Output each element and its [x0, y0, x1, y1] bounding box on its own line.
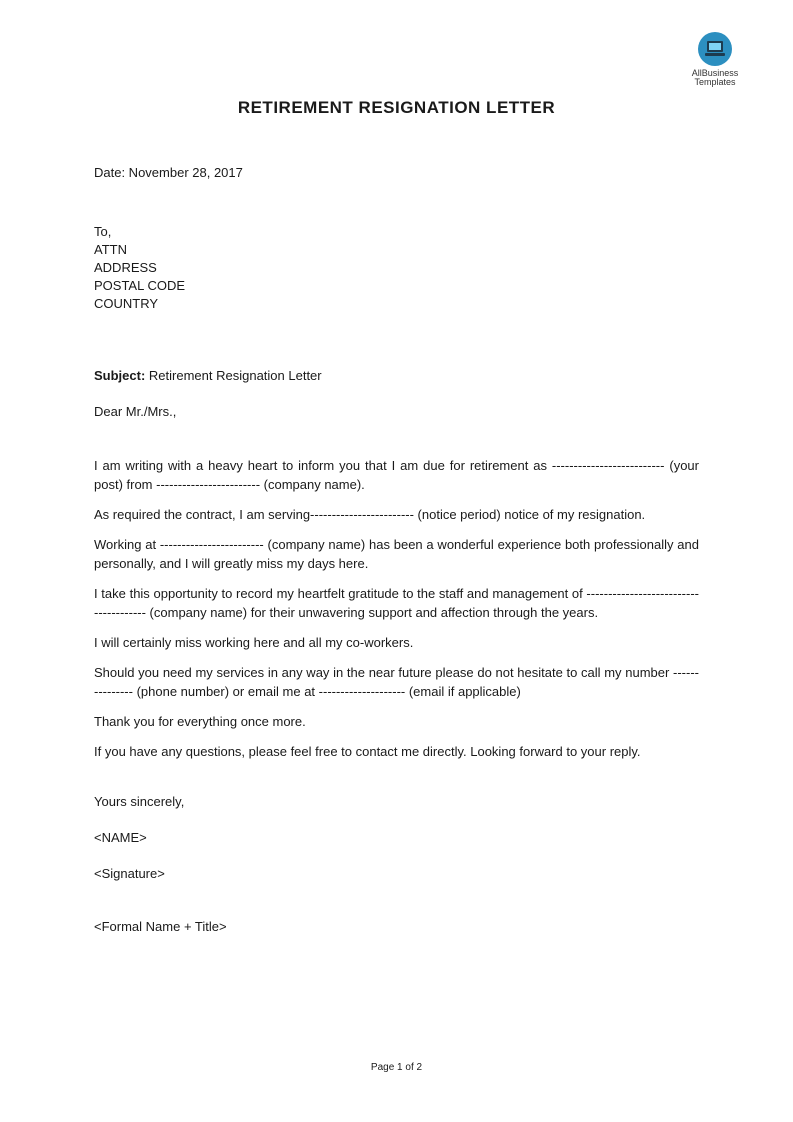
- logo-text: [680, 69, 750, 87]
- address-to: To,: [94, 224, 112, 239]
- paragraph: I am writing with a heavy heart to inform you that I am due for retirement as -------------------------- (your post) from ------------------------ (company name).: [94, 458, 699, 492]
- formal-name-title: <Formal Name + Title>: [94, 919, 227, 934]
- address-attn: ATTN: [94, 242, 127, 257]
- valediction: Yours sincerely,: [94, 794, 185, 809]
- address-postal-code: POSTAL CODE: [94, 278, 186, 293]
- logo-line-1: AllBusiness: [691, 68, 739, 78]
- paragraph: Should you need my services in any way in the near future please do not hesitate to call my number --------------- (phone number) or email me at -------------------- (email if applicable): [94, 665, 699, 699]
- subject-line: [94, 366, 699, 385]
- paragraph: Working at ------------------------ (company name) has been a wonderful experience both professionally and personally, and I will greatly miss my days here.: [94, 537, 699, 571]
- document-title: RETIREMENT RESIGNATION LETTER: [237, 98, 556, 117]
- paragraph: If you have any questions, please feel free to contact me directly. Looking forward to your reply.: [94, 744, 641, 759]
- paragraph: I will certainly miss working here and all my co-workers.: [94, 635, 414, 650]
- greeting: Dear Mr./Mrs.,: [94, 404, 177, 419]
- subject-text: Retirement Resignation Letter: [145, 368, 322, 383]
- paragraph: Thank you for everything once more.: [94, 714, 306, 729]
- logo-line-2: Templates: [694, 77, 736, 87]
- laptop-icon: [698, 32, 732, 66]
- address-line: ADDRESS: [94, 260, 157, 275]
- paragraph: I take this opportunity to record my heartfelt gratitude to the staff and management of -------------------------------------- (company name) for their unwavering support and affection through the years.: [94, 586, 699, 620]
- paragraph: As required the contract, I am serving------------------------ (notice period) notice of my resignation.: [94, 507, 646, 522]
- letter-body: [94, 456, 699, 772]
- letter-closing: [94, 792, 699, 936]
- letter-date: Date: November 28, 2017: [94, 165, 243, 180]
- recipient-address: [94, 223, 699, 313]
- subject-label: Subject:: [94, 368, 146, 383]
- page-number: Page 1 of 2: [370, 1062, 423, 1073]
- signature-placeholder: <Signature>: [94, 866, 165, 881]
- sender-name: <NAME>: [94, 830, 147, 845]
- brand-logo: [680, 32, 750, 87]
- address-country: COUNTRY: [94, 296, 159, 311]
